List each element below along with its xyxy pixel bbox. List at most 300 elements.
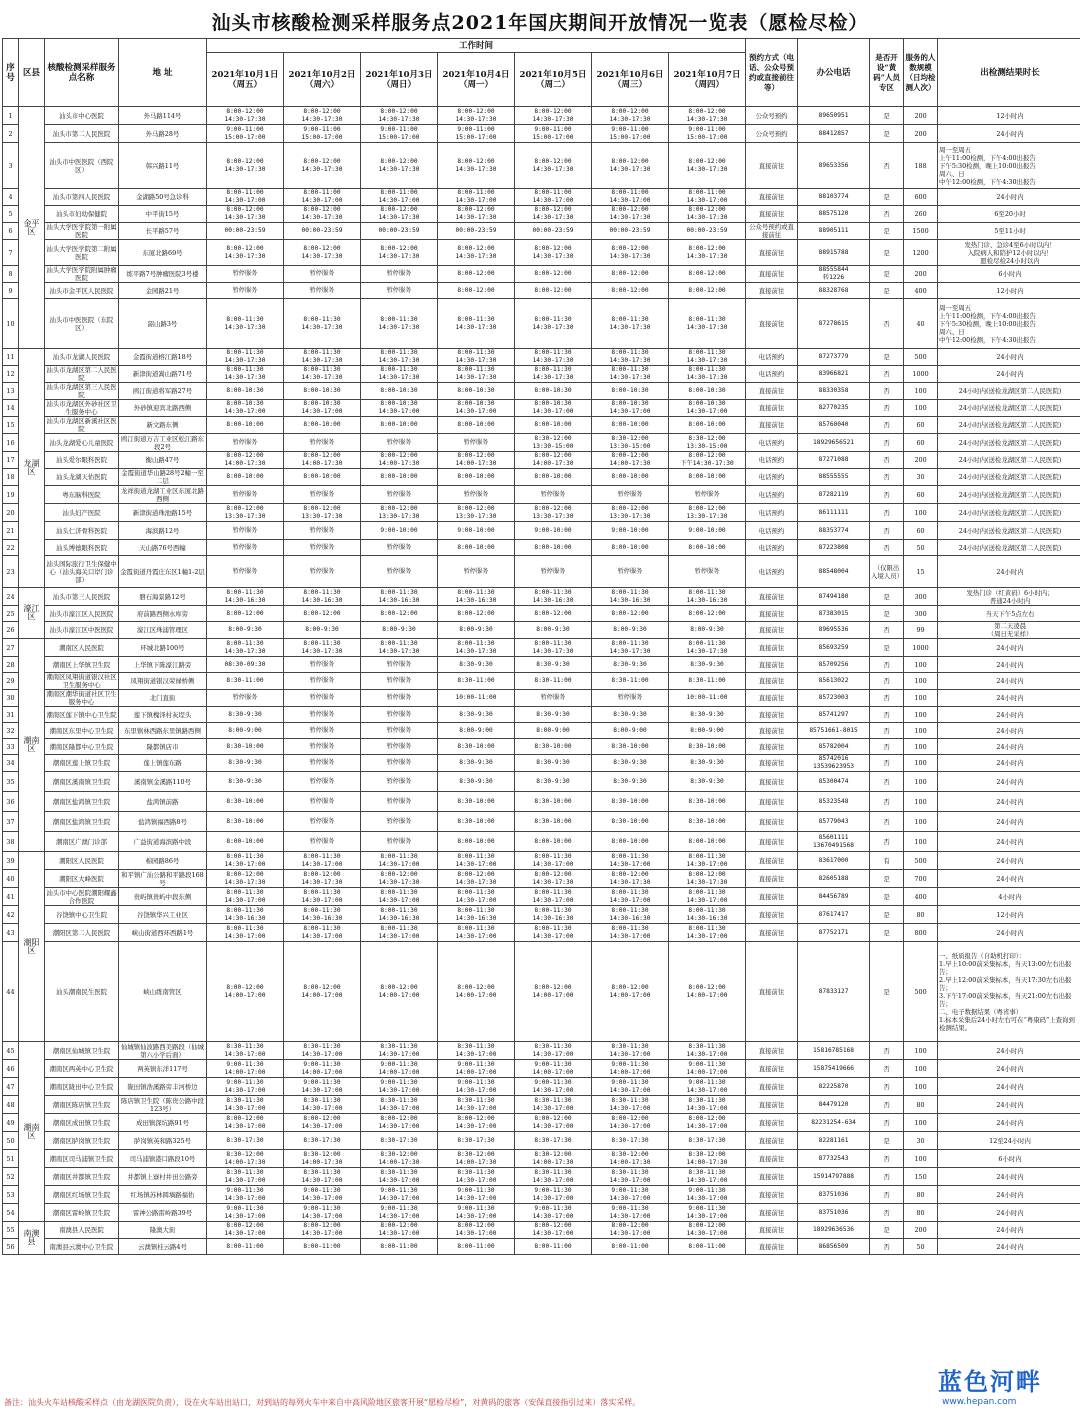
work-time-cell: 8:00-11:30 14:30-17:30 [361,349,438,366]
booking-method: 直接前往 [746,673,798,690]
work-time-cell: 8:00-11:30 14:30-16:30 [284,588,361,606]
table-row [3,383,1080,400]
work-time-cell: 8:30-11:30 14:30-17:00 [361,1096,438,1114]
result-time: 5至11小时 [938,223,1080,240]
row-number: 33 [3,739,19,755]
result-time: 24小时内 [938,657,1080,673]
row-number: 47 [3,1078,19,1096]
booking-method: 直接前往 [746,1114,798,1132]
daily-capacity: 100 [904,707,938,723]
work-time-cell: 00:00-23:59 [515,223,592,240]
table-row [3,366,1080,383]
work-time-cell: 8:00-12:00 13:30-17:30 [438,504,515,522]
result-time: 24小时内 [938,556,1080,588]
work-time-cell: 8:00-12:00 [438,283,515,299]
work-time-cell: 8:00-12:00 14:30-17:00 [207,1114,284,1132]
site-name: 潮南区雷岭镇卫生院 [45,1204,119,1222]
result-time: 24小时内 [938,739,1080,755]
site-name: 南澳县人民医院 [45,1222,119,1239]
work-time-cell: 8:30-9:30 [438,772,515,792]
work-time-cell: 9:00-11:30 14:30-17:00 [284,1186,361,1204]
work-time-cell: 8:00-12:00 13:30-17:30 [361,504,438,522]
work-time-cell: 9:00-11:30 14:30-17:00 [361,1078,438,1096]
work-time-cell: 8:00-12:00 14:30-17:30 [669,107,746,125]
result-time: 24小时内 [938,1186,1080,1204]
row-number: 20 [3,504,19,522]
work-time-cell: 9:00-11:30 14:30-17:00 [669,1186,746,1204]
work-time-cell: 8:00-10:30 [515,383,592,400]
daily-capacity: 80 [904,906,938,924]
work-time-cell: 8:30-10:00 [669,739,746,755]
work-time-cell: 暂停服务 [284,723,361,739]
work-time-cell: 8:00-12:00 14:00-17:00 [438,942,515,1042]
site-address: 陇田镇浩溪路旁丰河桥边 [119,1078,207,1096]
site-address: 天山路76号西幢 [119,540,207,556]
header-yellow-zone: 是否开设“黄码”人员专区 [870,39,904,107]
booking-method: 直接前往 [746,383,798,400]
work-time-cell: 8:30-11:30 14:30-17:00 [284,1096,361,1114]
work-time-cell: 暂停服务 [284,707,361,723]
result-time: 24小时内 [938,690,1080,707]
work-time-cell: 暂停服务 [207,434,284,452]
result-time: 24小时内(送检龙湖区第二人民医院) [938,469,1080,486]
site-name: 汕头龙湖天佑医院 [45,469,119,486]
table-row [3,707,1080,723]
work-time-cell: 8:30-10:00 [592,812,669,832]
work-time-cell: 8:00-12:00 14:30-17:30 [207,107,284,125]
work-time-cell: 8:00-11:00 14:30-17:00 [284,189,361,206]
work-time-cell: 8:30-17:30 [207,1132,284,1150]
row-number: 44 [3,942,19,1042]
yellow-zone: 否 [870,723,904,739]
booking-method: 直接前往 [746,1150,798,1168]
work-time-cell: 9:00-11:00 15:00-17:00 [207,125,284,143]
booking-method: 电话预约 [746,522,798,540]
row-number: 40 [3,870,19,888]
work-time-cell: 8:00-12:00 [438,606,515,622]
work-time-cell: 8:00-12:00 14:30-17:30 [207,206,284,223]
office-phone: 85613022 [798,673,870,690]
site-address: 峡山练南管区 [119,942,207,1042]
work-time-cell: 8:00-11:30 14:30-17:00 [207,888,284,906]
work-time-cell: 8:00-10:30 14:30-17:00 [361,400,438,417]
work-time-cell: 8:00-12:00 14:30-17:30 [361,870,438,888]
work-time-cell: 00:00-23:59 [361,223,438,240]
booking-method: 直接前往 [746,588,798,606]
result-time: 24小时内 [938,792,1080,812]
work-time-cell: 8:00-12:00 14:30-17:30 [284,107,361,125]
footnote: 备注：汕头火车站核酸采样点（由龙湖医院负责），设在火车站出站口，对到站的每列火车中来自中高风险地区旅客开展“愿检尽检”，对黄码的旅客（安保直接指引过来）落实采样。 [4,1398,641,1407]
booking-method: 公众号预约或直接前往 [746,223,798,240]
site-address: 海滨路12号 [119,522,207,540]
daily-capacity: 500 [904,852,938,870]
office-phone: 82605188 [798,870,870,888]
office-phone: 87271088 [798,452,870,469]
table-row [3,299,1080,349]
work-time-cell: 8:00-12:00 14:00-17:00 [207,942,284,1042]
work-time-cell: 8:30-11:30 14:30-17:00 [438,1168,515,1186]
header-name: 核酸检测采样服务点名称 [45,39,119,107]
work-time-cell: 9:00-11:30 14:00-17:00 [515,1060,592,1078]
yellow-zone: 是 [870,240,904,266]
booking-method: 直接前往 [746,723,798,739]
site-address: 金湖路50号急诊科 [119,189,207,206]
table-row [3,852,1080,870]
work-time-cell: 8:00-10:00 [438,469,515,486]
work-time-cell: 暂停服务 [361,434,438,452]
result-time: 24小时内 [938,1168,1080,1186]
yellow-zone: 否 [870,1042,904,1060]
row-number: 23 [3,556,19,588]
booking-method: 电话预约 [746,556,798,588]
work-time-cell: 8:00-11:30 14:30-17:30 [438,639,515,657]
work-time-cell: 8:30-17:30 [515,1132,592,1150]
work-time-cell: 8:30-11:30 14:30-17:00 [515,1168,592,1186]
booking-method: 直接前往 [746,852,798,870]
work-time-cell: 8:00-12:00 14:00-17:00 [284,942,361,1042]
district-cell: 南澳县 [19,1222,45,1255]
daily-capacity: 100 [904,772,938,792]
work-time-cell: 暂停服务 [361,556,438,588]
office-phone: 83617000 [798,852,870,870]
yellow-zone: 是 [870,639,904,657]
site-name: 汕头仁济骨科医院 [45,522,119,540]
work-time-cell: 9:00-11:30 14:00-17:00 [284,1060,361,1078]
site-address: 衡山路47号 [119,452,207,469]
result-time: 24小时内 [938,723,1080,739]
site-name: 粤东脑科医院 [45,486,119,504]
booking-method: 直接前往 [746,1078,798,1096]
booking-method: 直接前往 [746,657,798,673]
yellow-zone: 是 [870,223,904,240]
table-row [3,739,1080,755]
office-phone: 88353774 [798,522,870,540]
yellow-zone: 否 [870,812,904,832]
site-name: 汕头市龙湖区新溪社区医院 [46,417,117,433]
work-time-cell: 8:00-10:00 [207,469,284,486]
booking-method: 直接前往 [746,299,798,349]
work-time-cell: 8:00-11:30 14:30-17:00 [361,924,438,942]
header-address: 地 址 [119,39,207,107]
site-address: 东里镇林西路东里镇路西侧 [119,723,207,739]
work-time-cell: 00:00-23:59 [669,223,746,240]
yellow-zone: 否 [870,690,904,707]
work-time-cell: 8:00-12:00 14:30-17:00 [669,1222,746,1239]
daily-capacity: 600 [904,189,938,206]
table-row [3,486,1080,504]
site-name: 汕头市第二人民医院 [45,125,119,143]
work-time-cell: 9:00-11:00 15:00-17:00 [361,125,438,143]
office-phone: 88328768 [798,283,870,299]
row-number: 43 [3,924,19,942]
booking-method: 直接前往 [746,707,798,723]
work-time-cell: 暂停服务 [669,556,746,588]
daily-capacity: 260 [904,206,938,223]
booking-method: 直接前往 [746,143,798,189]
booking-method: 电话预约 [746,452,798,469]
testing-sites-table [2,38,1080,1255]
site-address: 两英镇东洋117号 [119,1060,207,1078]
yellow-zone: 是 [870,266,904,283]
work-time-cell: 8:30-11:00 [515,673,592,690]
daily-capacity: 100 [904,400,938,417]
work-time-cell: 8:00-12:00 14:30-17:30 [592,240,669,266]
work-time-cell: 8:30-11:30 14:30-17:00 [515,1042,592,1060]
site-address: 磐石海景路12号 [119,588,207,606]
site-name: 潮南区人民医院 [45,639,119,657]
result-time: 12小时内 [938,107,1080,125]
work-time-cell: 暂停服务 [284,792,361,812]
yellow-zone: 否 [870,1168,904,1186]
site-name: 汕头市金平区人民医院 [45,283,119,299]
work-time-cell: 8:00-12:00 14:00-17:30 [592,452,669,469]
work-time-cell: 8:00-11:30 14:30-16:30 [207,906,284,924]
work-time-cell: 8:00-12:00 14:30-17:00 [669,1114,746,1132]
work-time-cell: 8:00-12:00 14:30-17:00 [592,1114,669,1132]
office-phone: 84479120 [798,1096,870,1114]
row-number: 5 [3,206,19,223]
booking-method: 直接前往 [746,888,798,906]
site-address: 溪南镇金溪路110号 [119,772,207,792]
yellow-zone: 否 [870,299,904,349]
daily-capacity: 188 [904,143,938,189]
result-time: 24小时内(送检龙湖区第二人民医院) [938,452,1080,469]
yellow-zone: 否 [870,366,904,383]
site-address: 外马路114号 [119,107,207,125]
work-time-cell: 暂停服务 [207,522,284,540]
work-time-cell: 8:00-10:00 [592,832,669,852]
work-time-cell: 暂停服务 [284,266,361,283]
work-time-cell: 8:30-11:30 14:30-17:00 [669,1042,746,1060]
header-day: 2021年10月3日（周日） [361,53,438,107]
work-time-cell: 8:00-12:00 14:00-17:00 [515,942,592,1042]
work-time-cell: 8:00-11:30 14:30-17:30 [515,349,592,366]
yellow-zone: 否 [870,657,904,673]
yellow-zone: 否 [870,434,904,452]
office-phone: 82770235 [798,400,870,417]
site-name: 汕头大学医学院附属肿瘤医院 [46,266,117,282]
work-time-cell: 暂停服务 [284,540,361,556]
site-name: 谷饶镇中心卫生院 [45,906,119,924]
daily-capacity: 40 [904,299,938,349]
site-address: 谷饶镇华兴工业区 [119,906,207,924]
work-time-cell: 9:00-11:30 14:30-17:00 [361,1186,438,1204]
work-time-cell: 8:00-12:00 14:30-17:30 [284,870,361,888]
work-time-cell: 8:00-10:00 [207,417,284,434]
table-row [3,942,1080,1042]
work-time-cell: 9:00-11:30 14:30-17:00 [515,1186,592,1204]
page-title: 汕头市核酸检测采样服务点2021年国庆期间开放情况一览表（愿检尽检） [211,12,869,34]
work-time-cell: 暂停服务 [361,540,438,556]
work-time-cell: 8:00-11:30 14:30-17:30 [515,299,592,349]
work-time-cell: 暂停服务 [207,690,284,707]
table-row [3,639,1080,657]
work-time-cell: 8:00-11:30 14:30-17:30 [207,366,284,383]
work-time-cell: 暂停服务 [284,657,361,673]
work-time-cell: 暂停服务 [361,812,438,832]
daily-capacity: 700 [904,870,938,888]
site-name: 汕头市濠江区中医医院 [45,622,119,639]
work-time-cell: 8:00-12:00 14:30-17:00 [438,1222,515,1239]
row-number: 52 [3,1168,19,1186]
work-time-cell: 8:00-11:30 14:30-17:30 [438,299,515,349]
work-time-cell: 8:00-11:00 [438,1239,515,1255]
booking-method: 直接前往 [746,400,798,417]
table-row [3,832,1080,852]
office-phone: 83751036 [798,1186,870,1204]
work-time-cell: 8:00-12:00 14:30-17:00 [592,1222,669,1239]
work-time-cell: 8:00-11:30 14:30-17:30 [669,639,746,657]
site-name: 汕头市第四人民医院 [45,189,119,206]
result-time: 24小时内(送检龙湖区第二人民医院) [938,504,1080,522]
work-time-cell: 8:00-12:00 14:00-17:30 [207,452,284,469]
work-time-cell: 暂停服务 [669,486,746,504]
work-time-cell: 暂停服务 [284,673,361,690]
site-name: 汕头市中医医院（西院区） [45,143,119,189]
work-time-cell: 8:00-10:30 [438,383,515,400]
work-time-cell: 8:00-12:00 14:00-17:00 [361,942,438,1042]
booking-method: 直接前往 [746,189,798,206]
work-time-cell: 8:00-11:30 14:30-16:30 [438,588,515,606]
work-time-cell: 8:30-11:30 14:30-17:00 [515,1096,592,1114]
work-time-cell: 8:00-12:00 [669,283,746,299]
work-time-cell: 暂停服务 [361,707,438,723]
office-phone: 85693259 [798,639,870,657]
row-number: 35 [3,772,19,792]
result-time: 24小时内 [938,189,1080,206]
site-name: 潮南区仙城镇卫生院 [45,1042,119,1060]
work-time-cell: 暂停服务 [284,434,361,452]
daily-capacity: 15 [904,556,938,588]
result-time: 周一至周五 上午11:00检测，下午4:00出报告 下午5:30检测，晚上10:00出报告 周六、日 中午12:00检测，下午4:30出报告 [938,143,1080,189]
row-number: 24 [3,588,19,606]
work-time-cell: 8:00-10:00 [438,417,515,434]
work-time-cell: 8:00-12:00 14:30-17:00 [207,1222,284,1239]
work-time-cell: 8:00-11:30 14:30-17:30 [284,299,361,349]
result-time: 24小时内(送检龙湖区第二人民医院) [938,383,1080,400]
work-time-cell: 8:00-12:00 14:00-17:30 [515,452,592,469]
result-time: 6小时内 [938,266,1080,283]
work-time-cell: 8:00-10:00 [284,469,361,486]
work-time-cell: 8:30-9:30 [207,707,284,723]
work-time-cell: 8:00-12:00 [669,266,746,283]
daily-capacity: 100 [904,1060,938,1078]
office-phone: 87223808 [798,540,870,556]
work-time-cell: 8:00-11:00 14:30-17:00 [515,189,592,206]
work-time-cell: 8:00-12:00 14:30-17:30 [207,870,284,888]
row-number: 48 [3,1096,19,1114]
work-time-cell: 8:00-11:30 14:30-17:30 [361,639,438,657]
work-time-cell: 8:00-10:00 [515,832,592,852]
daily-capacity: 100 [904,1042,938,1060]
office-phone: 88412857 [798,125,870,143]
table-row [3,606,1080,622]
table-row [3,266,1080,283]
work-time-cell: 8:00-12:00 [361,606,438,622]
site-name: 汕头市妇幼保健院 [45,206,119,223]
site-address: 鸥汀街道将军路27号 [119,383,207,400]
booking-method: 直接前往 [746,1096,798,1114]
row-number: 26 [3,622,19,639]
work-time-cell: 8:00-11:30 14:30-17:00 [669,924,746,942]
work-time-cell: 8:30-11:30 14:30-17:00 [438,1042,515,1060]
district-cell: 金平区 [19,107,45,349]
booking-method: 电话预约 [746,434,798,452]
work-time-cell: 8:00-11:30 14:30-17:30 [438,349,515,366]
office-phone: 15875419666 [798,1060,870,1078]
booking-method: 直接前往 [746,1204,798,1222]
booking-method: 直接前往 [746,924,798,942]
table-row [3,469,1080,486]
work-time-cell: 9:00-11:30 14:30-17:00 [592,1078,669,1096]
work-time-cell: 8:00-11:30 14:30-16:30 [361,588,438,606]
work-time-cell: 8:00-11:30 14:30-17:00 [207,852,284,870]
work-time-cell: 8:30-10:00 [515,812,592,832]
work-time-cell: 9:00-11:30 14:30-17:00 [284,1204,361,1222]
yellow-zone: 否 [870,707,904,723]
work-time-cell: 8:30-12:00 13:30-15:00 [592,434,669,452]
work-time-cell: 8:00-11:00 [515,1239,592,1255]
result-time: 6小时内 [938,1150,1080,1168]
booking-method: 直接前往 [746,812,798,832]
table-row [3,1150,1080,1168]
result-time: 发热门诊、急诊4至6小时以内！ 入院病人和陪护12小时以内！ 愿检尽检24小时以内 [938,240,1080,266]
daily-capacity: 100 [904,755,938,772]
site-name: 潮南区井都镇卫生院 [45,1168,119,1186]
work-time-cell: 8:00-10:00 [515,417,592,434]
header-work-time: 工作时间 [207,39,746,53]
work-time-cell: 暂停服务 [361,723,438,739]
work-time-cell: 8:30-17:30 [592,1132,669,1150]
table-row [3,417,1080,434]
work-time-cell: 8:00-11:30 14:30-17:30 [207,349,284,366]
work-time-cell: 8:00-12:00 14:30-17:30 [669,240,746,266]
site-address: 莲下镇槐泽村灰埕头 [119,707,207,723]
booking-method: 直接前往 [746,206,798,223]
site-address: 莲上镇莲东路 [119,755,207,772]
row-number: 2 [3,125,19,143]
work-time-cell: 8:00-10:30 [207,383,284,400]
work-time-cell: 暂停服务 [438,556,515,588]
work-time-cell: 8:00-12:00 13:30-17:30 [515,504,592,522]
office-phone: 85723003 [798,690,870,707]
table-row [3,888,1080,906]
work-time-cell: 8:00-11:30 14:30-17:30 [592,299,669,349]
work-time-cell: 8:30-10:00 [515,739,592,755]
site-name: 潮南区胪岗镇卫生院 [45,1132,119,1150]
row-number: 22 [3,540,19,556]
work-time-cell: 08:30-09:30 [207,657,284,673]
result-time: 第二天凌晨 （周日无采样） [938,622,1080,639]
site-address: 陈店镇卫生院（陈贵公路中段123号） [119,1096,207,1114]
booking-method: 直接前往 [746,1222,798,1239]
work-time-cell: 8:00-12:00 14:30-17:30 [669,870,746,888]
row-number: 21 [3,522,19,540]
work-time-cell: 8:30-11:30 14:30-17:00 [361,1042,438,1060]
yellow-zone: 是 [870,870,904,888]
site-name: 潮南区陈店镇卫生院 [45,1096,119,1114]
work-time-cell: 00:00-23:59 [592,223,669,240]
work-time-cell: 暂停服务 [361,266,438,283]
work-time-cell: 8:30-9:30 [592,772,669,792]
row-number: 19 [3,486,19,504]
work-time-cell: 8:30-12:00 13:30-15:00 [669,434,746,452]
booking-method: 直接前往 [746,739,798,755]
table-row [3,223,1080,240]
work-time-cell: 9:00-11:00 15:00-17:00 [515,125,592,143]
work-time-cell: 8:30-10:00 [438,812,515,832]
yellow-zone: 否 [870,755,904,772]
